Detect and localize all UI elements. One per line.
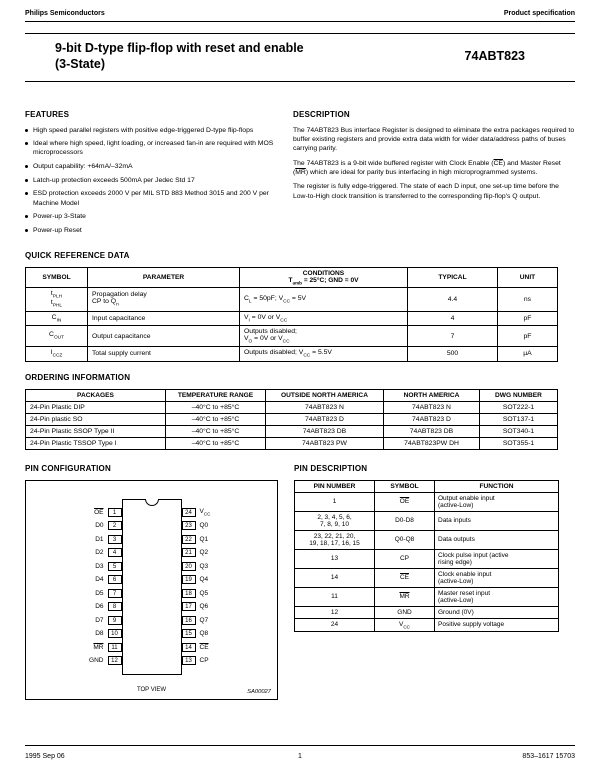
pindesc-col-pin: PIN NUMBER bbox=[295, 480, 375, 492]
dip-package-diagram bbox=[78, 499, 226, 675]
ordering-package-cell: 24-Pin Plastic DIP bbox=[26, 401, 166, 413]
ordering-row bbox=[26, 425, 558, 437]
pin-label: D5 bbox=[95, 589, 104, 597]
page-header bbox=[25, 10, 575, 21]
ordering-row bbox=[26, 413, 558, 425]
pin-number: 15 bbox=[182, 629, 196, 638]
figure-code: SA00027 bbox=[247, 688, 271, 695]
pindesc-symbol-cell: $V_{CC}$ bbox=[375, 618, 435, 631]
bullet-icon bbox=[25, 165, 28, 168]
pindesc-row bbox=[295, 549, 559, 568]
pin-configuration-figure bbox=[25, 480, 278, 700]
pindesc-symbol-cell: $\overline{MR}$ bbox=[375, 587, 435, 606]
ordering-package-cell: 24-Pin Plastic SSOP Type II bbox=[26, 425, 166, 437]
qrd-conditions-cell: $C_L = 50pF$; $V_{CC} = 5V$ bbox=[240, 287, 408, 311]
footer-doc-code: 853–1617 15703 bbox=[522, 753, 575, 760]
feature-text: Power-up Reset bbox=[33, 226, 82, 234]
pindesc-header-row bbox=[295, 480, 559, 492]
ordering-temp-cell: –40°C to +85°C bbox=[166, 437, 266, 449]
pin-number: 5 bbox=[108, 562, 122, 571]
ordering-row bbox=[26, 437, 558, 449]
intro-columns bbox=[25, 110, 575, 240]
pindesc-function-cell: Ground (0V) bbox=[435, 606, 559, 618]
pindesc-row bbox=[295, 530, 559, 549]
ordering-temp-cell: –40°C to +85°C bbox=[166, 425, 266, 437]
qrd-symbol-cell: $I_{CCZ}$ bbox=[26, 347, 88, 361]
pin-number: 4 bbox=[108, 548, 122, 557]
qrd-row bbox=[26, 325, 558, 346]
pin-number: 1 bbox=[108, 508, 122, 517]
ordering-temp-cell: –40°C to +85°C bbox=[166, 401, 266, 413]
doc-title bbox=[25, 40, 304, 73]
pin-label: $\overline{MR}$ bbox=[93, 643, 104, 651]
pindesc-pin-cell: 23, 22, 21, 20, 19, 18, 17, 16, 15 bbox=[295, 530, 375, 549]
pin-number: 19 bbox=[182, 575, 196, 584]
qrd-symbol-cell: $C_{OUT}$ bbox=[26, 325, 88, 346]
bullet-icon bbox=[25, 192, 28, 195]
pin-label: Q8 bbox=[199, 630, 209, 638]
pin-label: Q7 bbox=[199, 616, 209, 624]
pindesc-function-cell: Master reset input (active-Low) bbox=[435, 587, 559, 606]
pin-label: Q2 bbox=[199, 549, 209, 557]
pin-row bbox=[78, 614, 226, 628]
pin-row bbox=[78, 627, 226, 641]
pin-description-heading: PIN DESCRIPTION bbox=[294, 463, 368, 473]
pindesc-row bbox=[295, 568, 559, 587]
pindesc-symbol-cell: CP bbox=[375, 549, 435, 568]
qrd-row bbox=[26, 347, 558, 361]
pindesc-row bbox=[295, 606, 559, 618]
pin-number: 11 bbox=[108, 643, 122, 652]
doc-title-line1: 9-bit D-type flip-flop with reset and enable bbox=[55, 41, 304, 55]
qrd-heading: QUICK REFERENCE DATA bbox=[25, 250, 130, 260]
qrd-symbol-cell: $t_{PLH}$ $t_{PHL}$ bbox=[26, 287, 88, 311]
pin-label: D6 bbox=[95, 603, 104, 611]
feature-text: Ideal where high speed, light loading, or increased fan-in are required with MOS microprocessors bbox=[33, 140, 274, 157]
qrd-typical-cell: 500 bbox=[408, 347, 498, 361]
quick-reference-section bbox=[25, 251, 575, 362]
ordering-na-cell: 74ABT823PW DH bbox=[384, 437, 480, 449]
footer-page-number: 1 bbox=[298, 753, 302, 760]
features-heading: FEATURES bbox=[25, 109, 70, 119]
pin-number: 7 bbox=[108, 589, 122, 598]
footer-rule bbox=[25, 745, 575, 746]
pindesc-symbol-cell: $\overline{OE}$ bbox=[375, 492, 435, 511]
pin-number: 8 bbox=[108, 602, 122, 611]
pin-number: 12 bbox=[108, 656, 122, 665]
bullet-icon bbox=[25, 215, 28, 218]
ordering-outside-cell: 74ABT823 PW bbox=[266, 437, 384, 449]
ordering-section bbox=[25, 373, 575, 450]
qrd-col-conditions-line2: $T_{amb} = 25^\circ C$; GND = 0V bbox=[288, 276, 359, 285]
qrd-parameter-cell: Total supply current bbox=[88, 347, 240, 361]
bullet-icon bbox=[25, 142, 28, 145]
ordering-col-na: NORTH AMERICA bbox=[384, 389, 480, 401]
feature-item bbox=[25, 126, 275, 135]
feature-text: High speed parallel registers with positive edge-triggered D-type flip-flops bbox=[33, 126, 254, 134]
ordering-row bbox=[26, 401, 558, 413]
pindesc-col-symbol: SYMBOL bbox=[375, 480, 435, 492]
ordering-heading: ORDERING INFORMATION bbox=[25, 372, 131, 382]
qrd-parameter-cell: Input capacitance bbox=[88, 311, 240, 325]
bullet-icon bbox=[25, 129, 28, 132]
pindesc-pin-cell: 2, 3, 4, 5, 6, 7, 8, 9, 10 bbox=[295, 511, 375, 530]
pin-label: $V_{CC}$ bbox=[199, 508, 211, 517]
pin-label: Q3 bbox=[199, 562, 209, 570]
pin-description-section bbox=[294, 464, 559, 632]
pin-number: 3 bbox=[108, 535, 122, 544]
pin-number: 20 bbox=[182, 562, 196, 571]
qrd-col-conditions-line1: CONDITIONS bbox=[302, 269, 345, 277]
qrd-col-parameter: PARAMETER bbox=[88, 267, 240, 287]
bullet-icon bbox=[25, 229, 28, 232]
feature-item bbox=[25, 212, 275, 221]
pin-number: 24 bbox=[182, 508, 196, 517]
pin-description-table bbox=[294, 480, 559, 632]
header-rule bbox=[25, 21, 575, 22]
pin-row bbox=[78, 506, 226, 520]
qrd-unit-cell: ns bbox=[498, 287, 558, 311]
feature-item bbox=[25, 176, 275, 185]
description-section bbox=[293, 110, 575, 240]
quick-reference-table bbox=[25, 267, 558, 362]
pin-number: 22 bbox=[182, 535, 196, 544]
ordering-na-cell: 74ABT823 DB bbox=[384, 425, 480, 437]
pin-number: 9 bbox=[108, 616, 122, 625]
part-number: 74ABT823 bbox=[464, 49, 525, 64]
ordering-col-temp: TEMPERATURE RANGE bbox=[166, 389, 266, 401]
pin-sections bbox=[25, 464, 575, 700]
pin-number: 10 bbox=[108, 629, 122, 638]
feature-text: Latch-up protection exceeds 500mA per Jedec Std 17 bbox=[33, 176, 195, 184]
pin-label: Q0 bbox=[199, 522, 209, 530]
ordering-col-dwg: DWG NUMBER bbox=[480, 389, 558, 401]
pin-row bbox=[78, 654, 226, 668]
qrd-unit-cell: pF bbox=[498, 325, 558, 346]
feature-item bbox=[25, 162, 275, 171]
qrd-col-symbol: SYMBOL bbox=[26, 267, 88, 287]
qrd-parameter-cell: Output capacitance bbox=[88, 325, 240, 346]
pin-number: 14 bbox=[182, 643, 196, 652]
pin-row bbox=[78, 641, 226, 655]
pindesc-symbol-cell: $\overline{CE}$ bbox=[375, 568, 435, 587]
pin-number: 17 bbox=[182, 602, 196, 611]
qrd-typical-cell: 7 bbox=[408, 325, 498, 346]
pin-row bbox=[78, 519, 226, 533]
pin-number: 21 bbox=[182, 548, 196, 557]
ordering-header-row bbox=[26, 389, 558, 401]
pindesc-pin-cell: 11 bbox=[295, 587, 375, 606]
pin-row bbox=[78, 546, 226, 560]
pin-row bbox=[78, 587, 226, 601]
description-paragraph: The register is fully edge-triggered. The state of each D input, one set-up time before the Low-to-High clock transition is transferred to the corresponding flip-flop's Q output. bbox=[293, 183, 559, 200]
feature-item bbox=[25, 139, 275, 157]
bullet-icon bbox=[25, 179, 28, 182]
pindesc-row bbox=[295, 511, 559, 530]
pindesc-pin-cell: 12 bbox=[295, 606, 375, 618]
feature-item bbox=[25, 226, 275, 235]
qrd-conditions-cell: $V_I = 0V$ or $V_{CC}$ bbox=[240, 311, 408, 325]
feature-text: ESD protection exceeds 2000 V per MIL STD 883 Method 3015 and 200 V per Machine Model bbox=[33, 190, 269, 207]
feature-item bbox=[25, 189, 275, 207]
pin-row bbox=[78, 573, 226, 587]
pindesc-function-cell: Data inputs bbox=[435, 511, 559, 530]
ordering-dwg-cell: SOT222-1 bbox=[480, 401, 558, 413]
dip-notch-icon bbox=[145, 499, 159, 506]
pin-configuration-section bbox=[25, 464, 278, 700]
pin-label: GND bbox=[89, 657, 104, 665]
pin-number: 16 bbox=[182, 616, 196, 625]
pin-label: D0 bbox=[95, 522, 104, 530]
pindesc-row bbox=[295, 618, 559, 631]
pindesc-function-cell: Clock enable input (active-Low) bbox=[435, 568, 559, 587]
ordering-package-cell: 24-Pin Plastic TSSOP Type I bbox=[26, 437, 166, 449]
pin-label: Q1 bbox=[199, 535, 209, 543]
ordering-temp-cell: –40°C to +85°C bbox=[166, 413, 266, 425]
pin-number: 2 bbox=[108, 521, 122, 530]
description-paragraph: The 74ABT823 is a 9-bit wide buffered register with Clock Enable $(\overline{CE})$ and Master Reset $(\overline{MR})$ which are ideal for parity bus interfacing in high microprogrammed systems. bbox=[293, 159, 561, 176]
pin-label: $\overline{CE}$ bbox=[199, 643, 209, 651]
pindesc-row bbox=[295, 492, 559, 511]
pindesc-col-function: FUNCTION bbox=[435, 480, 559, 492]
qrd-row bbox=[26, 311, 558, 325]
ordering-dwg-cell: SOT137-1 bbox=[480, 413, 558, 425]
header-doc-type: Product specification bbox=[503, 10, 575, 17]
pin-row bbox=[78, 600, 226, 614]
description-heading: DESCRIPTION bbox=[293, 109, 350, 119]
pindesc-symbol-cell: D0-D8 bbox=[375, 511, 435, 530]
pindesc-row bbox=[295, 587, 559, 606]
pin-label: D2 bbox=[95, 549, 104, 557]
pin-number: 18 bbox=[182, 589, 196, 598]
ordering-outside-cell: 74ABT823 D bbox=[266, 413, 384, 425]
pin-number: 23 bbox=[182, 521, 196, 530]
qrd-header-row bbox=[26, 267, 558, 287]
qrd-unit-cell: pF bbox=[498, 311, 558, 325]
title-block bbox=[25, 34, 575, 81]
features-section bbox=[25, 110, 275, 240]
doc-title-line2: (3-State) bbox=[55, 57, 106, 72]
title-bottom-rule bbox=[25, 81, 575, 82]
qrd-col-unit: UNIT bbox=[498, 267, 558, 287]
description-paragraph: The 74ABT823 Bus interface Register is designed to eliminate the extra packages required to buffer existing registers and provide extra data width for wider data/address paths of buses carrying parity. bbox=[293, 126, 575, 153]
pindesc-pin-cell: 14 bbox=[295, 568, 375, 587]
pin-label: D8 bbox=[95, 630, 104, 638]
pin-configuration-heading: PIN CONFIGURATION bbox=[25, 463, 111, 473]
top-view-label: TOP VIEW bbox=[136, 686, 167, 693]
qrd-conditions-cell: Outputs disabled; $V_{CC} = 5.5V$ bbox=[240, 347, 408, 361]
ordering-outside-cell: 74ABT823 DB bbox=[266, 425, 384, 437]
ordering-dwg-cell: SOT340-1 bbox=[480, 425, 558, 437]
pin-label: CP bbox=[199, 657, 209, 665]
ordering-col-packages: PACKAGES bbox=[26, 389, 166, 401]
qrd-typical-cell: 4 bbox=[408, 311, 498, 325]
ordering-package-cell: 24-Pin plastic SO bbox=[26, 413, 166, 425]
pindesc-function-cell: Output enable input (active-Low) bbox=[435, 492, 559, 511]
page-footer bbox=[25, 745, 575, 760]
pin-label: Q4 bbox=[199, 576, 209, 584]
ordering-outside-cell: 74ABT823 N bbox=[266, 401, 384, 413]
ordering-na-cell: 74ABT823 N bbox=[384, 401, 480, 413]
pindesc-symbol-cell: Q0-Q8 bbox=[375, 530, 435, 549]
ordering-col-outside-na: OUTSIDE NORTH AMERICA bbox=[266, 389, 384, 401]
pindesc-pin-cell: 24 bbox=[295, 618, 375, 631]
pin-row bbox=[78, 560, 226, 574]
qrd-row bbox=[26, 287, 558, 311]
ordering-na-cell: 74ABT823 D bbox=[384, 413, 480, 425]
qrd-parameter-cell: Propagation delay CP to $Q_n$ bbox=[88, 287, 240, 311]
pin-label: Q5 bbox=[199, 589, 209, 597]
header-publisher: Philips Semiconductors bbox=[25, 10, 105, 17]
ordering-dwg-cell: SOT355-1 bbox=[480, 437, 558, 449]
pin-number: 13 bbox=[182, 656, 196, 665]
pin-label: D3 bbox=[95, 562, 104, 570]
pindesc-pin-cell: 1 bbox=[295, 492, 375, 511]
pin-label: Q6 bbox=[199, 603, 209, 611]
pindesc-symbol-cell: GND bbox=[375, 606, 435, 618]
ordering-table bbox=[25, 389, 558, 450]
pindesc-function-cell: Clock pulse input (active rising edge) bbox=[435, 549, 559, 568]
pin-label: D1 bbox=[95, 535, 104, 543]
pin-label: D7 bbox=[95, 616, 104, 624]
qrd-unit-cell: µA bbox=[498, 347, 558, 361]
feature-text: Power-up 3-State bbox=[33, 213, 86, 221]
pin-row bbox=[78, 533, 226, 547]
feature-text: Output capability: +64mA/–32mA bbox=[33, 163, 133, 171]
qrd-typical-cell: 4.4 bbox=[408, 287, 498, 311]
qrd-col-conditions bbox=[240, 267, 408, 287]
pin-label: D4 bbox=[95, 576, 104, 584]
qrd-symbol-cell: $C_{IN}$ bbox=[26, 311, 88, 325]
pindesc-pin-cell: 13 bbox=[295, 549, 375, 568]
qrd-col-typical: TYPICAL bbox=[408, 267, 498, 287]
pin-label: $\overline{OE}$ bbox=[94, 508, 104, 516]
footer-date: 1995 Sep 06 bbox=[25, 753, 65, 760]
pin-number: 6 bbox=[108, 575, 122, 584]
pindesc-function-cell: Positive supply voltage bbox=[435, 618, 559, 631]
qrd-conditions-cell: Outputs disabled; $V_O = 0V$ or $V_{CC}$ bbox=[240, 325, 408, 346]
pindesc-function-cell: Data outputs bbox=[435, 530, 559, 549]
